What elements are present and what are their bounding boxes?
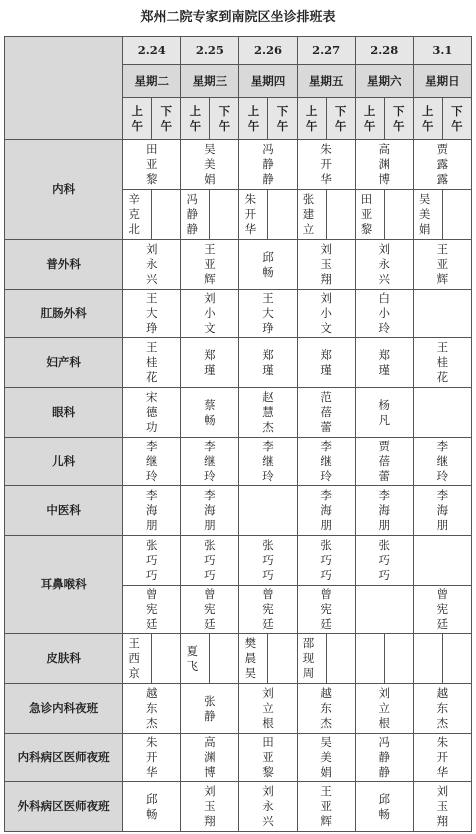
doctor-name: 郑瑾 [320,347,332,377]
schedule-cell [413,438,471,486]
schedule-cell [123,734,181,782]
schedule-cell [123,486,181,536]
doctor-name: 邱畅 [378,791,390,821]
doctor-name: 李海朋 [320,488,332,532]
doctor-name: 朱开华 [146,735,158,779]
doctor-name: 刘玉翔 [436,784,449,828]
schedule-cell [268,190,297,240]
doctor-name: 朱开华 [320,142,332,186]
doctor-name: 冯静静 [186,192,198,236]
pm-header [268,98,297,140]
am-label: 上午 [247,103,260,133]
am-header [355,98,384,140]
am-header [297,98,326,140]
pm-header [210,98,239,140]
schedule-table [4,36,472,832]
schedule-cell [413,684,471,734]
pm-label: 下午 [276,103,289,133]
schedule-cell [297,634,326,684]
doctor-name: 郑瑾 [262,347,274,377]
department-label: 普外科 [5,240,123,290]
weekday-header: 星期五 [297,65,355,98]
doctor-name: 杨凡 [378,397,390,427]
am-label: 上午 [189,103,202,133]
pm-header [384,98,413,140]
doctor-name: 王桂花 [146,340,158,384]
schedule-cell [123,438,181,486]
doctor-name: 曾宪廷 [320,587,332,631]
date-header: 3.1 [413,37,471,65]
department-label: 妇产科 [5,338,123,388]
doctor-name: 越东杰 [436,686,449,730]
weekday-header: 星期六 [355,65,413,98]
pm-label: 下午 [451,103,463,133]
weekday-header: 星期日 [413,65,471,98]
doctor-name: 曾宪廷 [204,587,216,631]
schedule-cell [123,190,152,240]
schedule-cell [326,190,355,240]
department-label: 眼科 [5,388,123,438]
schedule-row [5,486,472,536]
schedule-row [5,140,472,190]
doctor-name: 田亚黎 [262,735,274,779]
schedule-cell [355,240,413,290]
schedule-cell [297,684,355,734]
schedule-cell [181,190,210,240]
schedule-cell [123,290,181,338]
pm-label: 下午 [334,103,347,133]
department-label: 急诊内科夜班 [5,684,123,734]
schedule-cell [413,486,471,536]
doctor-name: 王大琤 [146,291,158,335]
doctor-name: 张巧巧 [146,538,158,582]
am-header [239,98,268,140]
schedule-cell [239,536,297,586]
doctor-name: 郑瑾 [378,347,390,377]
schedule-cell [355,586,413,634]
schedule-cell [355,140,413,190]
doctor-name: 田亚黎 [360,192,373,236]
doctor-name: 刘永兴 [378,242,390,286]
schedule-row [5,734,472,782]
schedule-row [5,782,472,832]
schedule-cell [181,240,239,290]
doctor-name: 范蓓蕾 [320,390,332,434]
schedule-cell [210,190,239,240]
schedule-cell [181,438,239,486]
doctor-name: 曾宪廷 [262,587,274,631]
schedule-cell [210,634,239,684]
schedule-cell [239,190,268,240]
schedule-cell [297,734,355,782]
department-label: 儿科 [5,438,123,486]
schedule-cell [123,782,181,832]
doctor-name: 张巧巧 [262,538,274,582]
schedule-cell [152,634,181,684]
am-header [413,98,442,140]
doctor-name: 李继玲 [436,439,449,483]
schedule-cell [355,190,384,240]
schedule-cell [297,290,355,338]
date-header: 2.28 [355,37,413,65]
schedule-cell [326,634,355,684]
doctor-name: 宋德功 [146,390,158,434]
schedule-cell [239,240,297,290]
doctor-name: 王亚辉 [436,242,449,286]
schedule-cell [413,536,471,586]
department-label: 皮肤科 [5,634,123,684]
pm-label: 下午 [392,103,405,133]
doctor-name: 邱畅 [262,249,274,279]
schedule-cell [413,782,471,832]
schedule-cell [355,290,413,338]
weekday-header: 星期三 [181,65,239,98]
doctor-name: 吴美娟 [204,142,216,186]
schedule-row [5,438,472,486]
schedule-row [5,240,472,290]
corner-cell [5,37,123,140]
doctor-name: 高渊博 [204,735,216,779]
doctor-name: 越东杰 [146,686,158,730]
date-header: 2.26 [239,37,297,65]
schedule-cell [239,586,297,634]
department-label: 耳鼻喉科 [5,536,123,634]
doctor-name: 张巧巧 [378,538,390,582]
doctor-name: 刘小文 [204,291,216,335]
doctor-name: 冯静静 [378,735,390,779]
schedule-cell [297,782,355,832]
am-header [181,98,210,140]
schedule-cell [413,734,471,782]
schedule-cell [384,634,413,684]
schedule-cell [181,388,239,438]
schedule-cell [239,734,297,782]
schedule-cell [413,290,471,338]
doctor-name: 刘玉翔 [320,242,332,286]
schedule-cell [181,140,239,190]
schedule-cell [355,634,384,684]
doctor-name: 王桂花 [436,340,449,384]
doctor-name: 曾宪廷 [436,587,449,631]
schedule-cell [123,684,181,734]
doctor-name: 贾露露 [436,142,449,186]
doctor-name: 田亚黎 [146,142,158,186]
schedule-cell [239,782,297,832]
schedule-cell [181,536,239,586]
doctor-name: 吴美娟 [418,192,431,236]
date-header: 2.24 [123,37,181,65]
schedule-cell [181,734,239,782]
schedule-cell [239,290,297,338]
weekday-header: 星期四 [239,65,297,98]
schedule-row [5,684,472,734]
doctor-name: 刘立根 [262,686,274,730]
schedule-cell [181,338,239,388]
doctor-name: 刘立根 [378,686,390,730]
pm-header [326,98,355,140]
doctor-name: 赵慧杰 [262,390,274,434]
schedule-row [5,634,472,684]
schedule-cell [123,586,181,634]
doctor-name: 朱开华 [244,192,257,236]
doctor-name: 蔡畅 [204,397,216,427]
weekday-header: 星期二 [123,65,181,98]
schedule-cell [239,438,297,486]
doctor-name: 王亚辉 [204,242,216,286]
doctor-name: 辛克北 [128,192,140,236]
schedule-row [5,536,472,586]
doctor-name: 李海朋 [146,488,158,532]
am-label: 上午 [422,103,434,133]
schedule-cell [442,190,471,240]
doctor-name: 曾宪廷 [146,587,158,631]
doctor-name: 李海朋 [204,488,216,532]
schedule-row [5,338,472,388]
schedule-cell [268,634,297,684]
doctor-name: 李继玲 [320,439,332,483]
schedule-cell [123,240,181,290]
schedule-cell [123,536,181,586]
am-label: 上午 [131,103,143,133]
schedule-cell [297,190,326,240]
schedule-cell [123,388,181,438]
schedule-cell [297,140,355,190]
schedule-cell [384,190,413,240]
schedule-cell [152,190,181,240]
am-header [123,98,152,140]
doctor-name: 贾蓓蕾 [378,439,390,483]
schedule-cell [413,140,471,190]
date-header: 2.27 [297,37,355,65]
schedule-cell [297,536,355,586]
doctor-name: 张巧巧 [204,538,216,582]
pm-header [442,98,471,140]
schedule-cell [123,140,181,190]
department-label: 肛肠外科 [5,290,123,338]
doctor-name: 冯静静 [262,142,274,186]
schedule-cell [413,634,442,684]
doctor-name: 李继玲 [146,439,158,483]
schedule-cell [297,240,355,290]
schedule-cell [123,338,181,388]
schedule-cell [239,388,297,438]
schedule-cell [413,586,471,634]
date-header: 2.25 [181,37,239,65]
schedule-cell [413,388,471,438]
doctor-name: 张巧巧 [320,538,332,582]
schedule-cell [355,486,413,536]
schedule-row [5,388,472,438]
schedule-cell [123,634,152,684]
doctor-name: 王大琤 [262,291,274,335]
schedule-cell [297,438,355,486]
doctor-name: 李继玲 [204,439,216,483]
schedule-cell [181,486,239,536]
schedule-cell [297,388,355,438]
schedule-cell [442,634,471,684]
doctor-name: 张静 [204,693,216,723]
doctor-name: 王西京 [128,636,140,680]
doctor-name: 夏飞 [186,643,198,673]
schedule-cell [355,684,413,734]
doctor-name: 邱畅 [146,791,158,821]
schedule-cell [239,684,297,734]
doctor-name: 李继玲 [262,439,274,483]
doctor-name: 王亚辉 [320,784,332,828]
schedule-cell [181,586,239,634]
doctor-name: 邵现周 [302,636,315,680]
schedule-cell [355,782,413,832]
doctor-name: 白小玲 [378,291,390,335]
schedule-cell [355,388,413,438]
doctor-name: 刘小文 [320,291,332,335]
schedule-cell [239,140,297,190]
pm-label: 下午 [218,103,231,133]
schedule-cell [181,634,210,684]
schedule-cell [413,338,471,388]
date-row [5,37,472,65]
page-title: 郑州二院专家到南院区坐诊排班表 [140,10,336,25]
doctor-name: 刘玉翔 [204,784,216,828]
doctor-name: 越东杰 [320,686,332,730]
schedule-cell [181,684,239,734]
schedule-cell [297,338,355,388]
department-label: 外科病区医师夜班 [5,782,123,832]
schedule-cell [297,586,355,634]
doctor-name: 高渊博 [378,142,390,186]
department-label: 内科 [5,140,123,240]
schedule-cell [239,486,297,536]
doctor-name: 李海朋 [436,488,449,532]
schedule-cell [355,536,413,586]
doctor-name: 李海朋 [378,488,390,532]
schedule-cell [181,290,239,338]
schedule-cell [413,190,442,240]
schedule-cell [239,634,268,684]
pm-label: 下午 [160,103,173,133]
schedule-cell [239,338,297,388]
schedule-cell [355,734,413,782]
schedule-cell [297,486,355,536]
doctor-name: 刘永兴 [262,784,274,828]
pm-header [152,98,181,140]
department-label: 内科病区医师夜班 [5,734,123,782]
schedule-cell [355,338,413,388]
schedule-cell [181,782,239,832]
am-label: 上午 [305,103,318,133]
schedule-cell [355,438,413,486]
schedule-cell [413,240,471,290]
doctor-name: 吴美娟 [320,735,332,779]
doctor-name: 刘永兴 [146,242,158,286]
doctor-name: 张建立 [302,192,315,236]
schedule-row [5,290,472,338]
doctor-name: 樊晨昊 [244,636,257,680]
doctor-name: 郑瑾 [204,347,216,377]
am-label: 上午 [363,103,376,133]
doctor-name: 朱开华 [436,735,449,779]
department-label: 中医科 [5,486,123,536]
